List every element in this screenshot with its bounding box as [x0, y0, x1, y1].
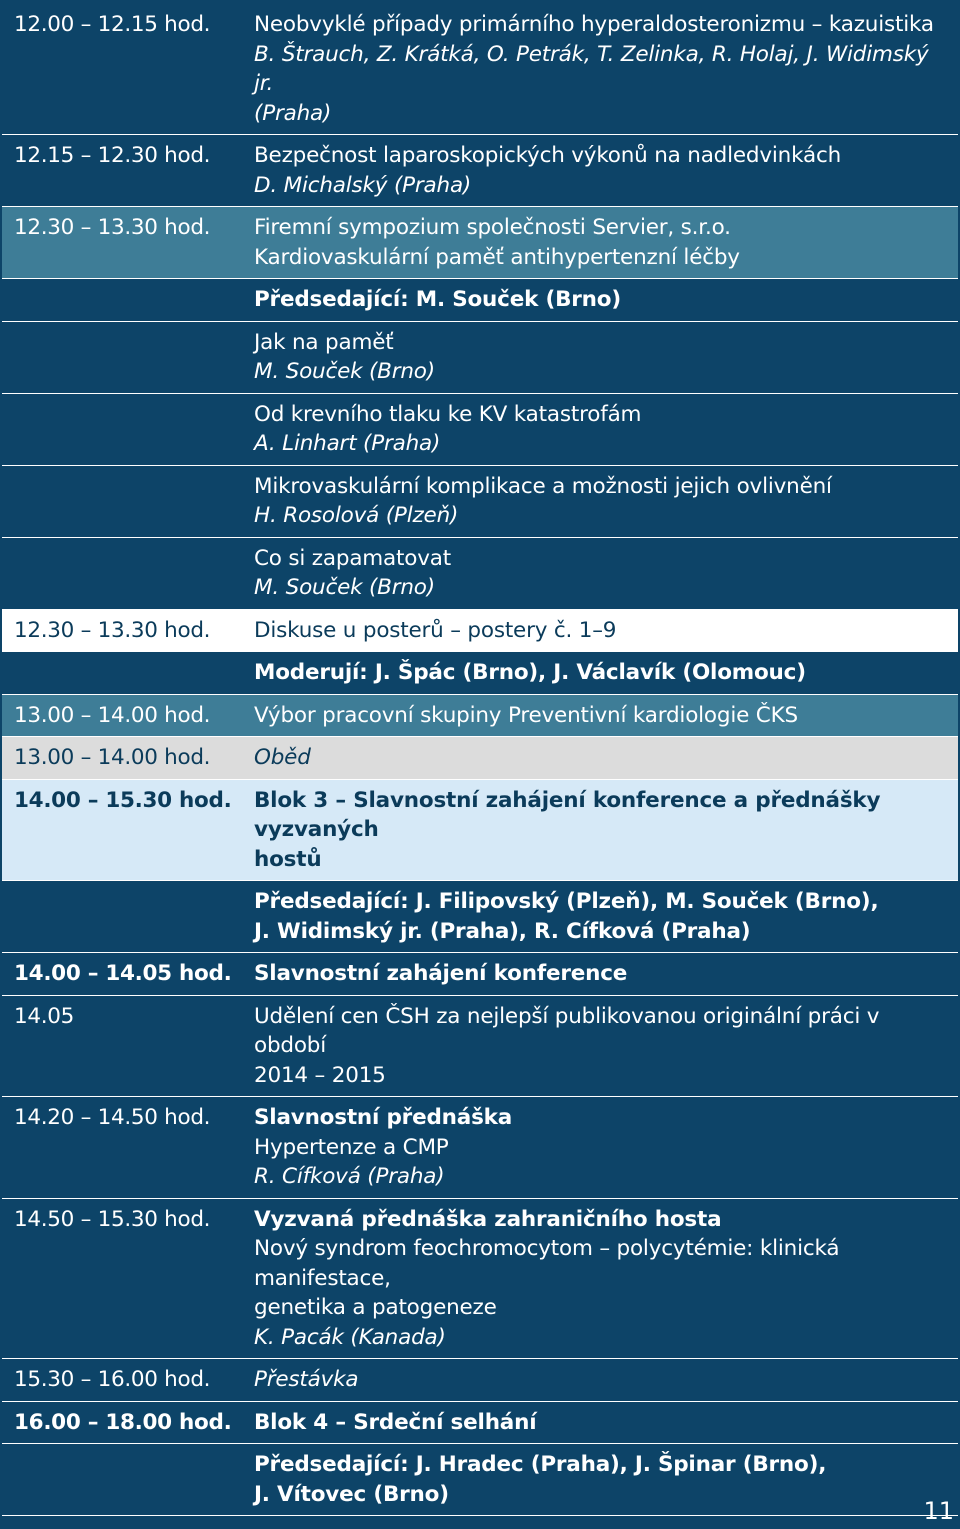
- row-content: [254, 400, 958, 459]
- row-time: 12.00 – 12.15 hod.: [14, 12, 211, 37]
- row-content: [254, 887, 958, 946]
- row-time: [14, 1450, 254, 1509]
- talk-title: Mikrovaskulární komplikace a možnosti jejich ovlivnění: [254, 473, 832, 499]
- row-time: 14.20 – 14.50 hod.: [14, 1105, 211, 1130]
- schedule-row: [2, 881, 958, 953]
- row-content: [254, 1205, 958, 1353]
- chair-line: Předsedající: M. Souček (Brno): [254, 287, 621, 312]
- talk-authors: D. Michalský (Praha): [254, 172, 472, 198]
- talk-title: Od krevního tlaku ke KV katastrofám: [254, 401, 642, 427]
- row-time: 14.00 – 15.30 hod.: [14, 787, 232, 813]
- row-time: 14.05: [14, 1003, 75, 1029]
- schedule-row: [2, 1402, 958, 1445]
- schedule-row: [2, 953, 958, 996]
- page-number: 11: [923, 1497, 954, 1525]
- schedule-row: [2, 538, 958, 610]
- schedule-row: [2, 207, 958, 279]
- row-time: 16.00 – 18.00 hod.: [14, 1409, 232, 1435]
- row-time: [14, 472, 254, 531]
- schedule-row: [2, 780, 958, 882]
- row-content: [254, 472, 958, 531]
- lunch-label: Oběd: [254, 745, 311, 770]
- chair-line-cont: J. Vítovec (Brno): [254, 1481, 449, 1507]
- row-content: [254, 1002, 958, 1091]
- moderators-line: Moderují: J. Špác (Brno), J. Václavík (Olomouc): [254, 660, 806, 685]
- talk-authors: R. Cífková (Praha): [254, 1164, 445, 1189]
- schedule-row: [2, 1359, 958, 1402]
- schedule-row: [2, 610, 958, 653]
- row-content: [254, 213, 958, 272]
- row-time: 14.50 – 15.30 hod.: [14, 1206, 211, 1232]
- talk-title: Co si zapamatovat: [254, 545, 451, 571]
- chair-line-cont: J. Widimský jr. (Praha), R. Cífková (Praha): [254, 918, 751, 944]
- talk-title: Neobvyklé případy primárního hyperaldosteronizmu – kazuistika: [254, 12, 934, 37]
- break-label: Přestávka: [254, 1367, 359, 1392]
- talk-title: Bezpečnost laparoskopických výkonů na nadledvinkách: [254, 143, 841, 168]
- row-content: [254, 10, 958, 128]
- schedule-table: [2, 4, 958, 1516]
- schedule-row: [2, 279, 958, 322]
- row-content: [254, 1450, 958, 1509]
- row-content: [254, 285, 958, 315]
- symposium-subtitle: Kardiovaskulární paměť antihypertenzní léčby: [254, 244, 740, 270]
- block-title: Blok 3 – Slavnostní zahájení konference a přednášky vyzvaných: [254, 787, 881, 842]
- schedule-row: [2, 394, 958, 466]
- talk-title-cont: genetika a patogeneze: [254, 1295, 497, 1320]
- schedule-row: [2, 466, 958, 538]
- row-content: [254, 328, 958, 387]
- row-content: [254, 786, 958, 875]
- talk-authors: A. Linhart (Praha): [254, 431, 441, 456]
- row-content: [254, 959, 958, 989]
- row-time: 12.30 – 13.30 hod.: [14, 617, 211, 643]
- committee-meeting-title: Výbor pracovní skupiny Preventivní kardiologie ČKS: [254, 702, 798, 728]
- row-content: [254, 701, 958, 731]
- row-time: 13.00 – 14.00 hod.: [14, 745, 211, 770]
- row-time: 15.30 – 16.00 hod.: [14, 1367, 211, 1392]
- row-time: [14, 544, 254, 603]
- row-time: [14, 285, 254, 315]
- row-time: 14.00 – 14.05 hod.: [14, 961, 232, 986]
- talk-title: Hypertenze a CMP: [254, 1134, 449, 1160]
- schedule-row: [2, 322, 958, 394]
- row-time: [14, 400, 254, 459]
- row-time: 12.15 – 12.30 hod.: [14, 143, 211, 168]
- talk-authors: K. Pacák (Kanada): [254, 1324, 446, 1350]
- row-content: [254, 616, 958, 646]
- lecture-type: Vyzvaná přednáška zahraničního hosta: [254, 1206, 722, 1232]
- row-content: [254, 1408, 958, 1438]
- row-time: [14, 328, 254, 387]
- row-time: [14, 658, 254, 688]
- talk-title: Nový syndrom feochromocytom – polycytémie: klinická manifestace,: [254, 1236, 840, 1291]
- lecture-type: Slavnostní přednáška: [254, 1105, 513, 1130]
- row-time: [14, 887, 254, 946]
- row-content: [254, 1365, 958, 1395]
- row-content: [254, 658, 958, 688]
- schedule-row: [2, 996, 958, 1098]
- opening-title: Slavnostní zahájení konference: [254, 961, 628, 986]
- chair-line: Předsedající: J. Filipovský (Plzeň), M. Souček (Brno),: [254, 889, 879, 914]
- schedule-row: [2, 1097, 958, 1199]
- row-time: 13.00 – 14.00 hod.: [14, 702, 211, 728]
- block-title: Blok 4 – Srdeční selhání: [254, 1409, 537, 1435]
- talk-authors-city: (Praha): [254, 100, 332, 126]
- row-time: 12.30 – 13.30 hod.: [14, 215, 211, 240]
- schedule-row: [2, 1199, 958, 1360]
- award-title: Udělení cen ČSH za nejlepší publikovanou originální práci v období: [254, 1003, 880, 1058]
- talk-authors: B. Štrauch, Z. Krátká, O. Petrák, T. Zelinka, R. Holaj, J. Widimský jr.: [254, 41, 929, 96]
- schedule-row: [2, 652, 958, 695]
- talk-authors: M. Souček (Brno): [254, 359, 435, 384]
- row-content: [254, 743, 958, 773]
- poster-session-title: Diskuse u posterů – postery č. 1–9: [254, 617, 617, 643]
- talk-authors: M. Souček (Brno): [254, 575, 435, 600]
- block-title-cont: hostů: [254, 846, 322, 872]
- schedule-row: [2, 1444, 958, 1516]
- award-period: 2014 – 2015: [254, 1062, 386, 1088]
- schedule-row: [2, 135, 958, 207]
- symposium-title: Firemní sympozium společnosti Servier, s.r.o.: [254, 215, 731, 240]
- row-content: [254, 141, 958, 200]
- talk-authors: H. Rosolová (Plzeň): [254, 503, 459, 528]
- schedule-row: [2, 695, 958, 738]
- schedule-row: [2, 737, 958, 780]
- row-content: [254, 544, 958, 603]
- row-content: [254, 1103, 958, 1192]
- schedule-row: [2, 4, 958, 135]
- talk-title: Jak na paměť: [254, 329, 394, 355]
- chair-line: Předsedající: J. Hradec (Praha), J. Špinar (Brno),: [254, 1452, 827, 1477]
